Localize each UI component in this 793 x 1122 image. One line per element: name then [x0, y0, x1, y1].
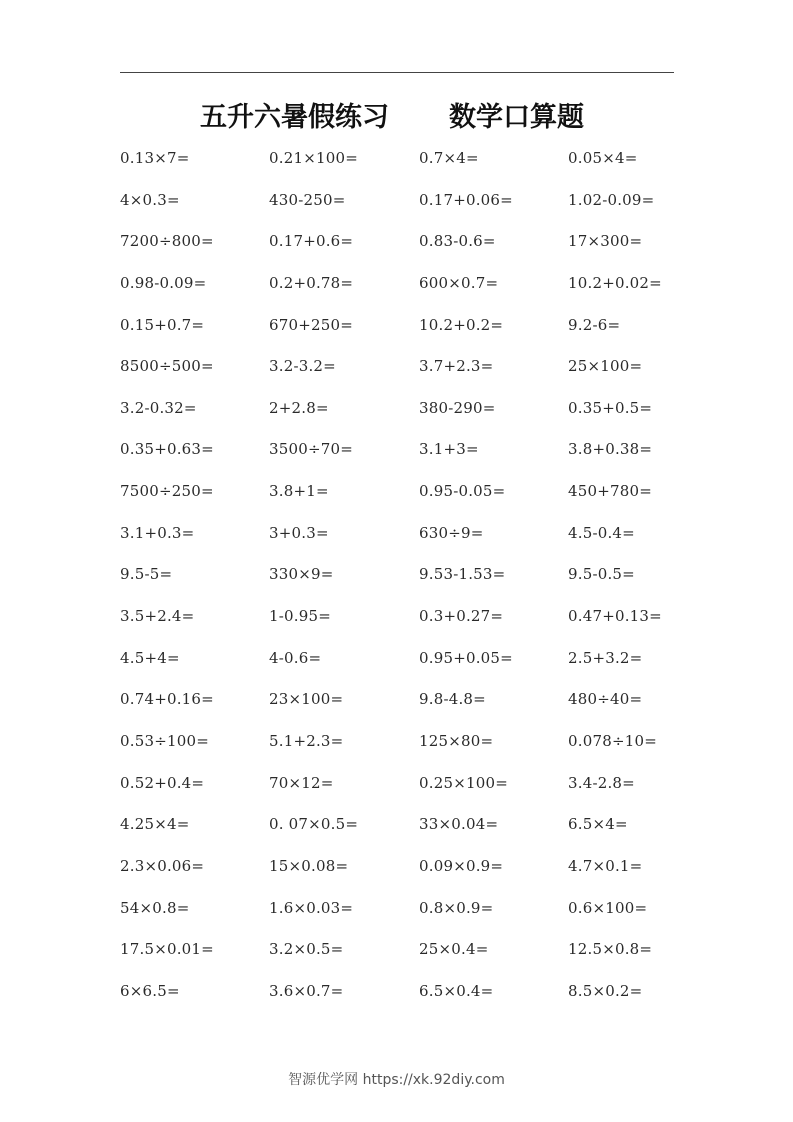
- problem-row: [120, 312, 680, 354]
- problem-item: 0.35+0.5=: [568, 398, 653, 417]
- problem-item: 480÷40=: [568, 690, 643, 709]
- problem-item: 0.53÷100=: [120, 731, 209, 750]
- problem-item: 3+0.3=: [269, 523, 329, 542]
- problem-item: 70×12=: [269, 773, 334, 792]
- problem-item: 4.5-0.4=: [568, 523, 635, 542]
- problem-item: 0.3+0.27=: [419, 607, 504, 626]
- problem-row: [120, 811, 680, 853]
- problem-item: 5.1+2.3=: [269, 731, 344, 750]
- problem-item: 3.8+1=: [269, 482, 329, 501]
- problem-item: 600×0.7=: [419, 273, 499, 292]
- problem-item: 9.8-4.8=: [419, 690, 486, 709]
- page-title: [0, 98, 793, 138]
- footer-watermark: 智源优学网 https://xk.92diy.com: [288, 1072, 505, 1088]
- problem-item: 7500÷250=: [120, 482, 214, 501]
- problem-item: 0.13×7=: [120, 149, 190, 167]
- problem-row: [120, 895, 680, 937]
- problem-item: 8.5×0.2=: [568, 981, 643, 1000]
- problem-item: 54×0.8=: [120, 898, 190, 917]
- problem-row: [120, 603, 680, 645]
- problem-item: 0.98-0.09=: [120, 273, 207, 292]
- problem-item: 3.2-0.32=: [120, 398, 197, 417]
- problem-item: 0.17+0.06=: [419, 190, 513, 209]
- problem-item: 33×0.04=: [419, 815, 499, 834]
- problem-item: 15×0.08=: [269, 856, 349, 875]
- problem-row: [120, 395, 680, 437]
- problem-item: 2+2.8=: [269, 398, 329, 417]
- problem-item: 0.35+0.63=: [120, 440, 214, 459]
- problem-item: 2.5+3.2=: [568, 648, 643, 667]
- problem-item: 3.7+2.3=: [419, 357, 494, 376]
- problem-item: 25×0.4=: [419, 940, 489, 959]
- problem-row: [120, 686, 680, 728]
- problem-item: 3500÷70=: [269, 440, 353, 459]
- problem-item: 0.52+0.4=: [120, 773, 205, 792]
- problem-row: [120, 728, 680, 770]
- problem-item: 25×100=: [568, 357, 643, 376]
- problem-item: 9.5-5=: [120, 565, 173, 584]
- problem-row: [120, 770, 680, 812]
- problem-item: 23×100=: [269, 690, 344, 709]
- problem-row: [120, 145, 680, 187]
- problem-item: 0.17+0.6=: [269, 232, 354, 251]
- problem-row: [120, 645, 680, 687]
- problem-row: [120, 187, 680, 229]
- problem-item: 330×9=: [269, 565, 334, 584]
- problem-row: [120, 520, 680, 562]
- problem-row: [120, 853, 680, 895]
- problem-item: 0.95+0.05=: [419, 648, 513, 667]
- problem-item: 1-0.95=: [269, 607, 331, 626]
- problem-row: [120, 228, 680, 270]
- problem-row: [120, 978, 680, 1020]
- problem-item: 0.95-0.05=: [419, 482, 506, 501]
- problem-item: 4-0.6=: [269, 648, 322, 667]
- problem-item: 9.2-6=: [568, 315, 621, 334]
- problem-item: 125×80=: [419, 731, 494, 750]
- problem-item: 1.6×0.03=: [269, 898, 354, 917]
- problem-item: 450+780=: [568, 482, 652, 501]
- problem-item: 3.6×0.7=: [269, 981, 344, 1000]
- problem-item: 9.53-1.53=: [419, 565, 506, 584]
- problem-grid: [120, 145, 680, 1019]
- problem-item: 0.47+0.13=: [568, 607, 662, 626]
- problem-item: 0.6×100=: [568, 898, 648, 917]
- problem-item: 3.1+0.3=: [120, 523, 195, 542]
- title-right: 数学口算题: [449, 102, 584, 133]
- problem-item: 0.8×0.9=: [419, 898, 494, 917]
- problem-item: 0.25×100=: [419, 773, 508, 792]
- problem-item: 4.25×4=: [120, 815, 190, 834]
- problem-item: 8500÷500=: [120, 357, 214, 376]
- problem-item: 0.078÷10=: [568, 731, 657, 750]
- problem-item: 1.02-0.09=: [568, 190, 655, 209]
- problem-item: 9.5-0.5=: [568, 565, 635, 584]
- title-left: 五升六暑假练习: [200, 102, 389, 133]
- problem-item: 670+250=: [269, 315, 353, 334]
- problem-item: 3.2×0.5=: [269, 940, 344, 959]
- problem-item: 380-290=: [419, 398, 496, 417]
- problem-item: 6.5×4=: [568, 815, 628, 834]
- problem-row: [120, 478, 680, 520]
- problem-item: 17×300=: [568, 232, 643, 251]
- problem-item: 0. 07×0.5=: [269, 815, 359, 834]
- problem-item: 17.5×0.01=: [120, 940, 214, 959]
- problem-item: 0.7×4=: [419, 149, 479, 167]
- problem-row: [120, 936, 680, 978]
- problem-item: 3.1+3=: [419, 440, 479, 459]
- problem-item: 0.74+0.16=: [120, 690, 214, 709]
- problem-item: 4.5+4=: [120, 648, 180, 667]
- problem-item: 0.2+0.78=: [269, 273, 354, 292]
- problem-item: 6×6.5=: [120, 981, 180, 1000]
- problem-item: 0.21×100=: [269, 149, 358, 167]
- problem-item: 0.83-0.6=: [419, 232, 496, 251]
- problem-item: 3.8+0.38=: [568, 440, 653, 459]
- problem-item: 10.2+0.02=: [568, 273, 662, 292]
- problem-item: 10.2+0.2=: [419, 315, 504, 334]
- problem-item: 4×0.3=: [120, 190, 180, 209]
- problem-row: [120, 270, 680, 312]
- problem-item: 0.15+0.7=: [120, 315, 205, 334]
- problem-item: 0.05×4=: [568, 149, 638, 167]
- problem-item: 430-250=: [269, 190, 346, 209]
- problem-row: [120, 561, 680, 603]
- problem-item: 2.3×0.06=: [120, 856, 205, 875]
- problem-item: 0.09×0.9=: [419, 856, 504, 875]
- problem-item: 3.2-3.2=: [269, 357, 336, 376]
- problem-item: 3.4-2.8=: [568, 773, 635, 792]
- problem-item: 4.7×0.1=: [568, 856, 643, 875]
- problem-item: 7200÷800=: [120, 232, 214, 251]
- problem-item: 630÷9=: [419, 523, 484, 542]
- header-divider: [120, 72, 674, 73]
- problem-row: [120, 436, 680, 478]
- problem-item: 3.5+2.4=: [120, 607, 195, 626]
- problem-row: [120, 353, 680, 395]
- problem-item: 12.5×0.8=: [568, 940, 653, 959]
- problem-item: 6.5×0.4=: [419, 981, 494, 1000]
